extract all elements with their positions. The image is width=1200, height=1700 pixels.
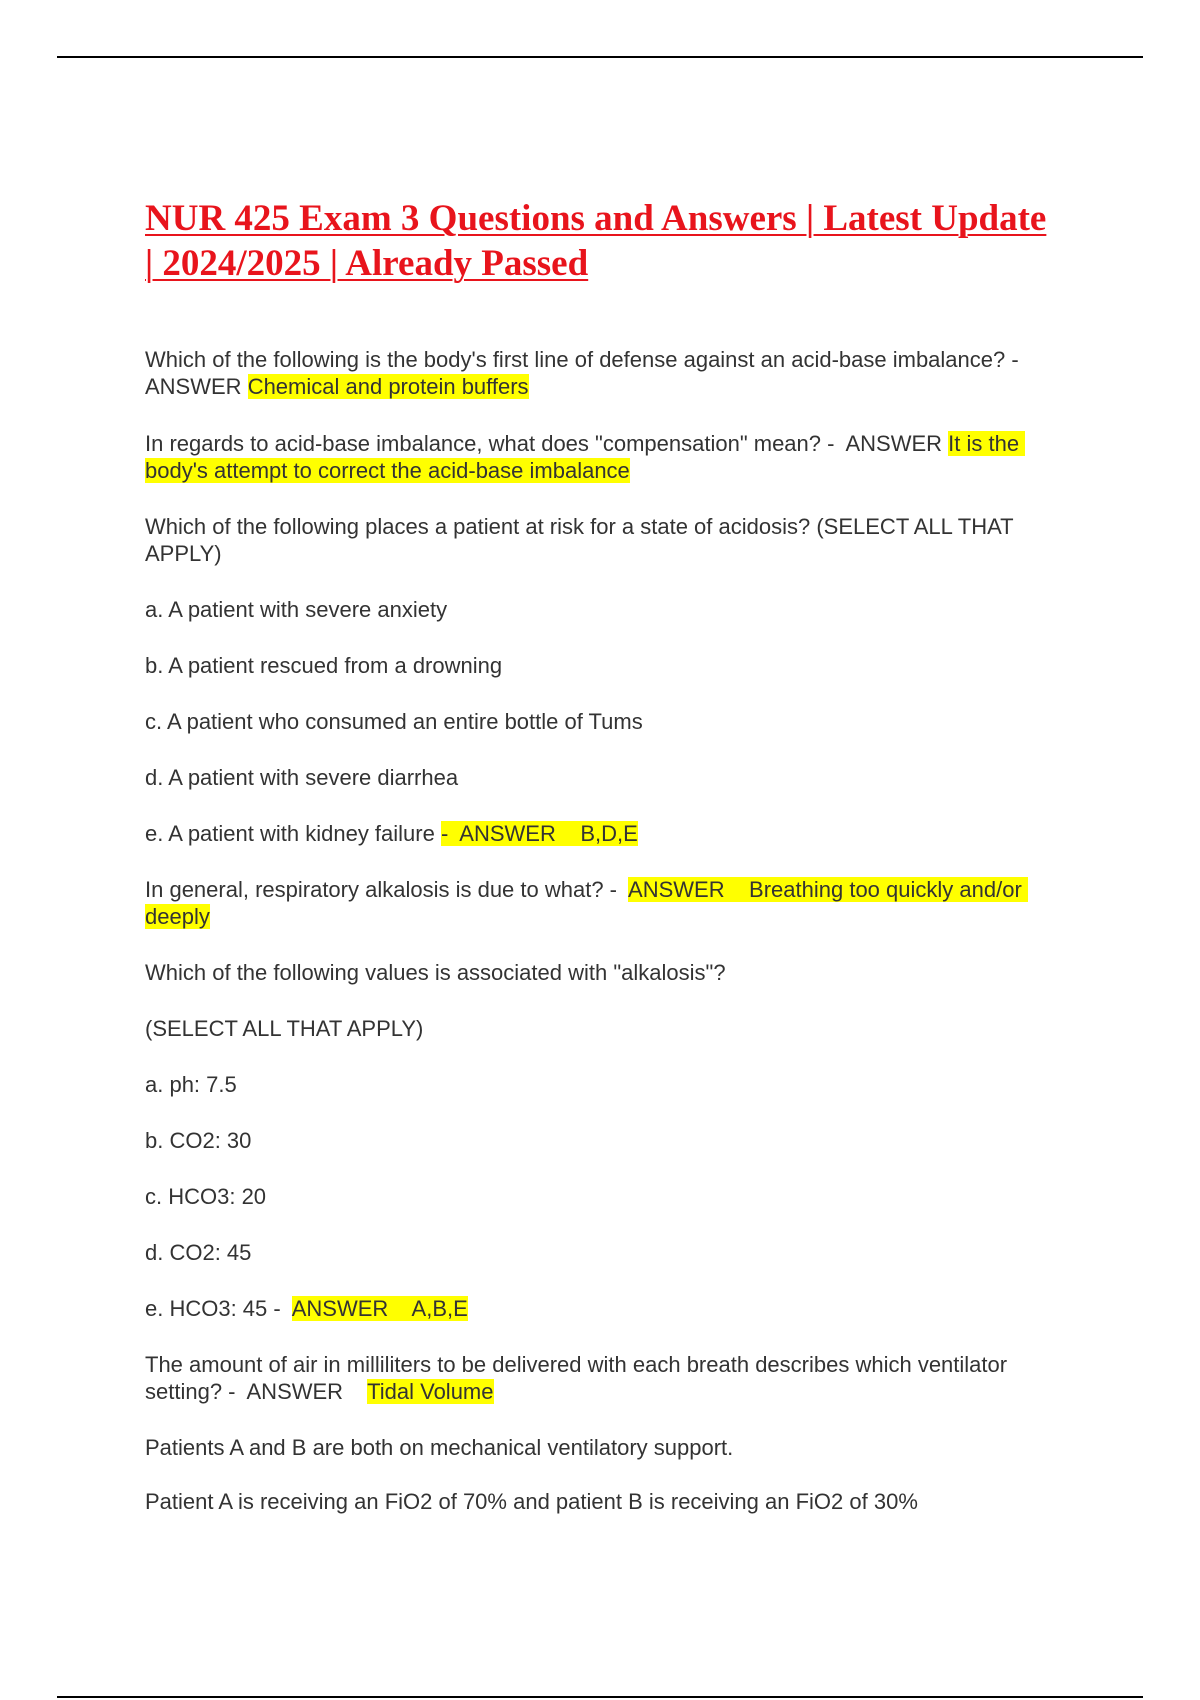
document-title xyxy=(145,196,1070,286)
question-3-option-e-text: e. A patient with kidney failure xyxy=(145,821,441,846)
title-line-1: NUR 425 Exam 3 Questions and Answers | Latest Update xyxy=(145,198,1047,239)
question-7-line-1: Patients A and B are both on mechanical ventilatory support. xyxy=(145,1435,734,1460)
question-5-option-c: c. HCO3: 20 xyxy=(145,1184,267,1209)
question-6-text: The amount of air in milliliters to be delivered with each breath describes which ventilator setting? - ANSWER xyxy=(145,1352,1014,1404)
question-5-option-e-text: e. HCO3: 45 - xyxy=(145,1296,292,1321)
question-3-answer: - ANSWER B,D,E xyxy=(440,821,638,846)
question-4-text: In general, respiratory alkalosis is due to what? - xyxy=(145,877,629,902)
question-5-select-note: (SELECT ALL THAT APPLY) xyxy=(145,1016,424,1041)
question-3-option-d: d. A patient with severe diarrhea xyxy=(145,765,459,790)
question-5-answer: ANSWER A,B,E xyxy=(291,1296,468,1321)
question-4-answer: ANSWER Breathing too quickly and/or deeply xyxy=(145,877,1028,929)
top-rule xyxy=(57,56,1143,58)
question-3-option-b: b. A patient rescued from a drowning xyxy=(145,653,503,678)
question-1 xyxy=(145,346,1070,400)
question-5-option-b: b. CO2: 30 xyxy=(145,1128,252,1153)
question-7-line-2: Patient A is receiving an FiO2 of 70% and patient B is receiving an FiO2 of 30% xyxy=(145,1489,918,1514)
question-1-answer: Chemical and protein buffers xyxy=(247,374,529,399)
question-5-option-a: a. ph: 7.5 xyxy=(145,1072,237,1097)
question-5-option-d: d. CO2: 45 xyxy=(145,1240,252,1265)
question-2 xyxy=(145,430,1070,484)
question-3-option-c: c. A patient who consumed an entire bottle of Tums xyxy=(145,709,643,734)
question-6-answer: Tidal Volume xyxy=(367,1379,494,1404)
question-5-option-e xyxy=(145,1295,1070,1322)
question-3-option-a: a. A patient with severe anxiety xyxy=(145,597,448,622)
question-5-stem: Which of the following values is associated with "alkalosis"? xyxy=(145,960,726,985)
bottom-rule xyxy=(57,1696,1143,1698)
question-2-answer: It is the body's attempt to correct the acid-base imbalance xyxy=(145,431,1026,483)
question-3-option-e xyxy=(145,820,1070,847)
title-line-2: | 2024/2025 | Already Passed xyxy=(145,243,589,284)
question-4 xyxy=(145,876,1070,930)
question-6 xyxy=(145,1351,1070,1405)
document-page xyxy=(145,196,1070,1515)
question-1-text: Which of the following is the body's first line of defense against an acid-base imbalance? - ANSWER xyxy=(145,347,1030,399)
question-3-stem: Which of the following places a patient at risk for a state of acidosis? (SELECT ALL THAT APPLY) xyxy=(145,514,1019,566)
question-2-text: In regards to acid-base imbalance, what does "compensation" mean? - ANSWER xyxy=(145,431,949,456)
